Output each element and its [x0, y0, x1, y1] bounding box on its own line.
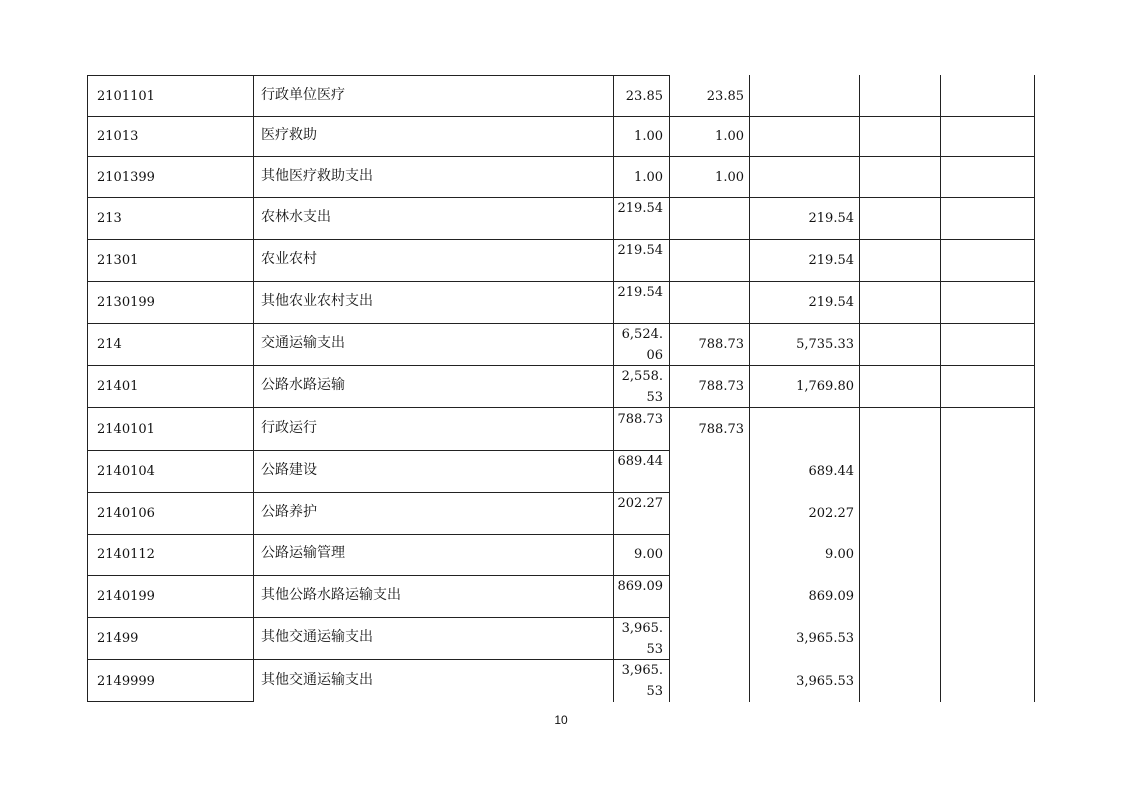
- row-project: 9.00: [825, 547, 854, 562]
- row-project: 219.54: [808, 253, 854, 268]
- row-total: 3,965.53: [621, 621, 663, 657]
- page-number: 10: [554, 713, 568, 727]
- row-line: [87, 116, 1035, 117]
- row-name: 农业农村: [261, 251, 317, 267]
- row-project: 3,965.53: [796, 631, 854, 646]
- row-basic: 23.85: [706, 89, 744, 104]
- row-code: 213: [97, 211, 122, 226]
- row-total: 6,524.06: [621, 327, 663, 363]
- column-divider-code: [253, 75, 254, 702]
- row-total: 1.00: [634, 170, 663, 185]
- row-total: 202.27: [617, 496, 663, 511]
- row-line: [87, 534, 670, 535]
- row-line: [87, 156, 1035, 157]
- row-project: 689.44: [808, 464, 854, 479]
- column-divider-project: [859, 75, 860, 702]
- column-divider-name: [613, 75, 614, 702]
- row-line: [87, 492, 670, 493]
- row-line: [87, 659, 670, 660]
- table-border-left: [87, 75, 88, 702]
- row-name: 其他交通运输支出: [261, 629, 373, 645]
- row-code: 2140112: [97, 547, 155, 562]
- row-code: 2140104: [97, 464, 155, 479]
- row-name: 其他农业农村支出: [261, 293, 373, 309]
- row-total: 9.00: [634, 547, 663, 562]
- row-project: 3,965.53: [796, 674, 854, 689]
- row-basic: 788.73: [698, 337, 744, 352]
- row-name: 公路建设: [261, 462, 317, 478]
- row-code: 2130199: [97, 295, 155, 310]
- row-total: 788.73: [617, 412, 663, 427]
- row-code: 2140101: [97, 422, 155, 437]
- row-project: 219.54: [808, 211, 854, 226]
- row-basic: 1.00: [715, 170, 744, 185]
- row-total: 23.85: [625, 89, 663, 104]
- row-total: 2,558.53: [621, 369, 663, 405]
- row-name: 医疗救助: [261, 127, 317, 143]
- row-line: [87, 281, 1035, 282]
- table-border-bottom: [87, 701, 253, 702]
- row-line: [87, 617, 670, 618]
- row-line: [87, 323, 1035, 324]
- row-name: 农林水支出: [261, 209, 331, 225]
- row-code: 2140106: [97, 506, 155, 521]
- column-divider-extra: [940, 75, 941, 702]
- table-border-right: [1034, 75, 1035, 702]
- row-code: 2101399: [97, 170, 155, 185]
- row-line: [87, 575, 670, 576]
- row-name: 行政运行: [261, 420, 317, 436]
- row-name: 交通运输支出: [261, 335, 345, 351]
- row-code: 21301: [97, 253, 139, 268]
- row-name: 公路养护: [261, 504, 317, 520]
- row-basic: 788.73: [698, 422, 744, 437]
- row-total: 219.54: [617, 243, 663, 258]
- row-name: 公路运输管理: [261, 545, 345, 561]
- row-name: 其他医疗救助支出: [261, 168, 373, 184]
- row-code: 21499: [97, 631, 139, 646]
- row-project: 5,735.33: [796, 337, 854, 352]
- row-code: 214: [97, 337, 122, 352]
- row-name: 其他交通运输支出: [261, 672, 373, 688]
- row-name: 公路水路运输: [261, 377, 345, 393]
- row-project: 219.54: [808, 295, 854, 310]
- row-total: 3,965.53: [621, 663, 663, 699]
- row-line: [87, 197, 1035, 198]
- row-code: 2101101: [97, 89, 155, 104]
- row-project: 1,769.80: [796, 379, 854, 394]
- row-line: [87, 450, 670, 451]
- row-line: [87, 365, 1035, 366]
- row-code: 2149999: [97, 674, 155, 689]
- row-total: 869.09: [617, 579, 663, 594]
- row-project: 869.09: [808, 589, 854, 604]
- row-basic: 1.00: [715, 129, 744, 144]
- row-code: 2140199: [97, 589, 155, 604]
- row-total: 689.44: [617, 454, 663, 469]
- row-total: 219.54: [617, 285, 663, 300]
- row-code: 21401: [97, 379, 139, 394]
- row-name: 行政单位医疗: [261, 87, 345, 103]
- row-project: 202.27: [808, 506, 854, 521]
- column-divider-basic: [749, 75, 750, 702]
- column-divider-total: [669, 75, 670, 702]
- row-code: 21013: [97, 129, 139, 144]
- row-line: [87, 239, 1035, 240]
- row-total: 219.54: [617, 201, 663, 216]
- row-total: 1.00: [634, 129, 663, 144]
- row-name: 其他公路水路运输支出: [261, 587, 401, 603]
- row-line: [87, 407, 1035, 408]
- row-line: [87, 75, 670, 76]
- row-basic: 788.73: [698, 379, 744, 394]
